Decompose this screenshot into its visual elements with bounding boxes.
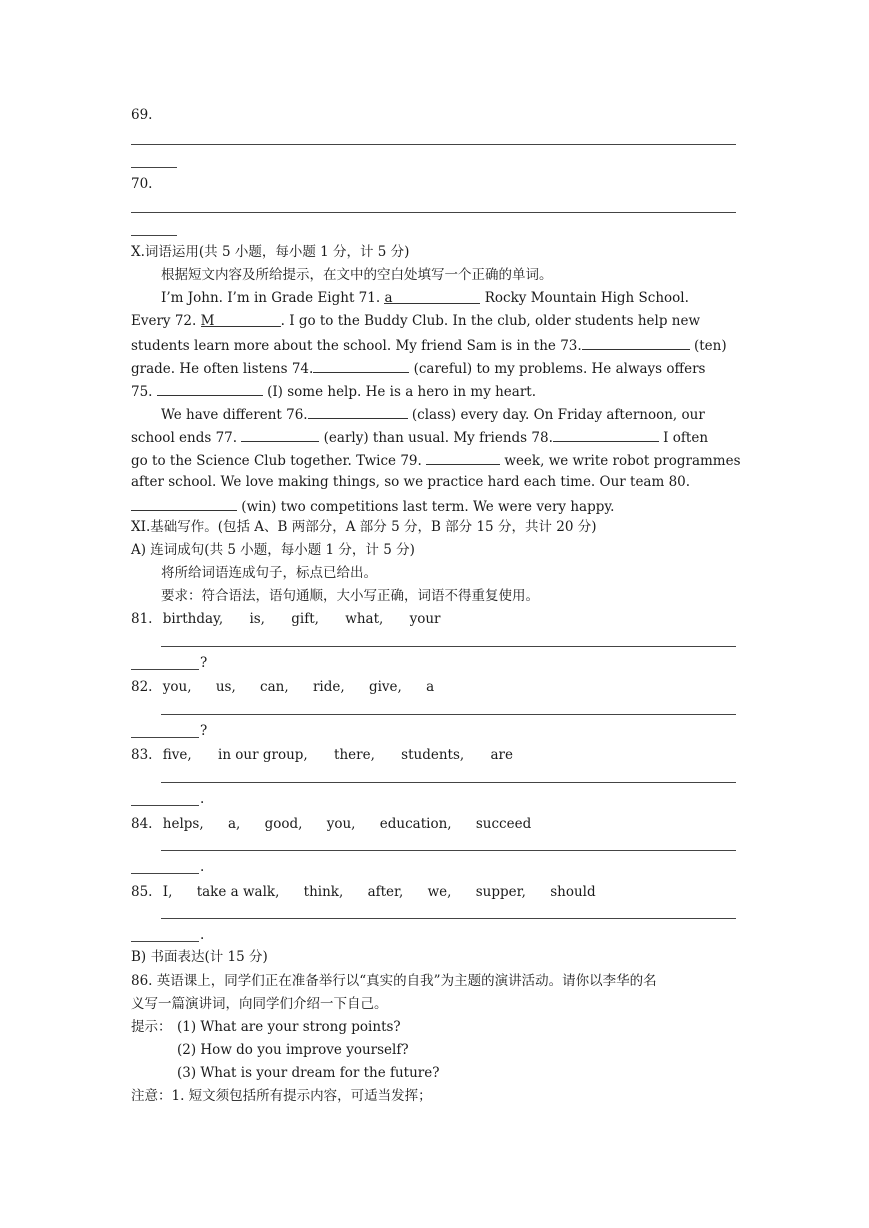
passage-text: (win) two competitions last term. We were very happy. (241, 499, 615, 515)
section-xi-title: XI.基础写作。(包括 A、B 两部分，A 部分 5 分，B 部分 15 分，共计 20 分) (131, 519, 597, 535)
word-tile: a, (227, 816, 241, 832)
question-number: 81. (131, 611, 153, 627)
blank-77[interactable] (241, 427, 319, 442)
passage-line-4 (131, 358, 706, 378)
word-tile: us, (215, 679, 236, 695)
question-number: 83. (131, 747, 153, 763)
passage-text: I’m John. I’m in Grade Eight 71. (161, 290, 381, 306)
note-1: 注意：1. 短文须包括所有提示内容，可适当发挥； (131, 1088, 432, 1104)
word-tile: in our group, (218, 747, 308, 763)
word-tile: we, (427, 884, 452, 900)
question-69-number: 69. (131, 107, 153, 123)
blank-72[interactable] (201, 312, 281, 327)
passage-line-9: after school. We love making things, so we practice hard each time. Our team 80. (131, 474, 691, 490)
question-number: 85. (131, 884, 153, 900)
passage-text: Rocky Mountain High School. (484, 290, 689, 306)
passage-line-1 (161, 289, 689, 307)
answer-line-81[interactable] (161, 646, 736, 647)
passage-text: We have different 76. (161, 407, 308, 423)
passage-line-7 (131, 427, 708, 447)
blank-78[interactable] (553, 427, 659, 442)
word-tile: is, (249, 611, 265, 627)
word-tile: students, (401, 747, 465, 763)
answer-line-85[interactable] (161, 918, 736, 919)
question-83 (131, 746, 513, 764)
word-tile: you, (162, 679, 192, 695)
word-tile: think, (303, 884, 344, 900)
passage-text: 75. (131, 384, 153, 400)
tip-2: (2) How do you improve yourself? (177, 1042, 409, 1058)
answer-line-82-end[interactable] (131, 737, 199, 738)
passage-line-10 (131, 496, 614, 516)
blank-71-hint: a (384, 290, 393, 306)
passage-text: (ten) (693, 338, 727, 354)
word-tile: what, (345, 611, 384, 627)
passage-text: (careful) to my problems. He always offers (413, 361, 706, 377)
answer-line-70-end[interactable] (131, 235, 177, 236)
word-tile: give, (368, 679, 402, 695)
part-a-instruction: 将所给词语连成句子，标点已给出。 (161, 565, 377, 581)
answer-line-83[interactable] (161, 782, 736, 783)
part-a-title: A) 连词成句(共 5 小题，每小题 1 分，计 5 分) (131, 542, 415, 558)
question-86-prompt-line-2: 义写一篇演讲词，向同学们介绍一下自己。 (131, 996, 388, 1012)
blank-72-hint: M (200, 313, 215, 329)
blank-76[interactable] (308, 404, 408, 419)
passage-line-2 (131, 312, 700, 330)
tips-label: 提示： (131, 1019, 172, 1035)
word-tile: five, (162, 747, 192, 763)
passage-text: (class) every day. On Friday afternoon, our (411, 407, 705, 423)
passage-line-8 (131, 450, 741, 470)
word-tile: are (490, 747, 513, 763)
question-86-prompt-line-1: 86. 英语课上，同学们正在准备举行以“真实的自我”为主题的演讲活动。请你以李华的名 (131, 973, 657, 989)
question-84 (131, 815, 531, 833)
word-tile: ride, (312, 679, 345, 695)
passage-line-6 (161, 404, 705, 424)
word-tile: succeed (475, 816, 532, 832)
word-tile: take a walk, (196, 884, 280, 900)
word-tile: can, (260, 679, 289, 695)
word-tile: you, (326, 816, 356, 832)
blank-71[interactable] (384, 289, 480, 304)
passage-text: grade. He often listens 74. (131, 361, 314, 377)
answer-line-69[interactable] (131, 144, 736, 145)
section-x-instruction: 根据短文内容及所给提示，在文中的空白处填写一个正确的单词。 (161, 267, 553, 283)
question-81 (131, 610, 440, 628)
question-85-punctuation: . (200, 927, 205, 943)
passage-text: (early) than usual. My friends 78. (323, 430, 553, 446)
word-tile: should (550, 884, 596, 900)
question-85 (131, 883, 596, 901)
answer-line-70[interactable] (131, 212, 736, 213)
word-tile: your (409, 611, 441, 627)
answer-line-81-end[interactable] (131, 669, 199, 670)
tip-1: (1) What are your strong points? (177, 1019, 401, 1035)
blank-79[interactable] (426, 450, 500, 465)
passage-text: week, we write robot programmes (504, 453, 741, 469)
word-tile: helps, (162, 816, 204, 832)
word-tile: I, (162, 884, 173, 900)
answer-line-85-end[interactable] (131, 941, 199, 942)
passage-text: school ends 77. (131, 430, 238, 446)
question-82-punctuation: ? (200, 723, 208, 739)
answer-line-82[interactable] (161, 714, 736, 715)
blank-75[interactable] (157, 381, 263, 396)
passage-text: go to the Science Club together. Twice 79. (131, 453, 422, 469)
word-tile: a (426, 679, 435, 695)
answer-line-84[interactable] (161, 850, 736, 851)
word-tile: gift, (291, 611, 319, 627)
section-x-title: X.词语运用(共 5 小题，每小题 1 分，计 5 分) (131, 244, 410, 260)
word-tile: supper, (475, 884, 526, 900)
word-tile: birthday, (162, 611, 224, 627)
blank-73[interactable] (582, 335, 690, 350)
part-a-requirements: 要求：符合语法，语句通顺，大小写正确，词语不得重复使用。 (161, 588, 539, 604)
tip-3: (3) What is your dream for the future? (177, 1065, 440, 1081)
question-number: 84. (131, 816, 153, 832)
word-tile: good, (264, 816, 303, 832)
passage-text: . I go to the Buddy Club. In the club, older students help new (280, 313, 701, 329)
word-tile: after, (367, 884, 404, 900)
question-83-punctuation: . (200, 791, 205, 807)
passage-line-3 (131, 335, 727, 355)
passage-text: students learn more about the school. My friend Sam is in the 73. (131, 338, 582, 354)
question-82 (131, 678, 434, 696)
answer-line-84-end[interactable] (131, 873, 199, 874)
blank-74[interactable] (313, 358, 409, 373)
question-70-number: 70. (131, 176, 153, 192)
question-81-punctuation: ? (200, 655, 208, 671)
part-b-title: B) 书面表达(计 15 分) (131, 949, 268, 965)
word-tile: there, (334, 747, 375, 763)
passage-text: Every 72. (131, 313, 197, 329)
answer-line-83-end[interactable] (131, 805, 199, 806)
answer-line-69-end[interactable] (131, 167, 177, 168)
passage-text: (I) some help. He is a hero in my heart. (267, 384, 537, 400)
passage-line-5 (131, 381, 536, 401)
passage-text: I often (663, 430, 709, 446)
blank-80[interactable] (131, 496, 237, 511)
word-tile: education, (379, 816, 452, 832)
question-84-punctuation: . (200, 859, 205, 875)
question-number: 82. (131, 679, 153, 695)
